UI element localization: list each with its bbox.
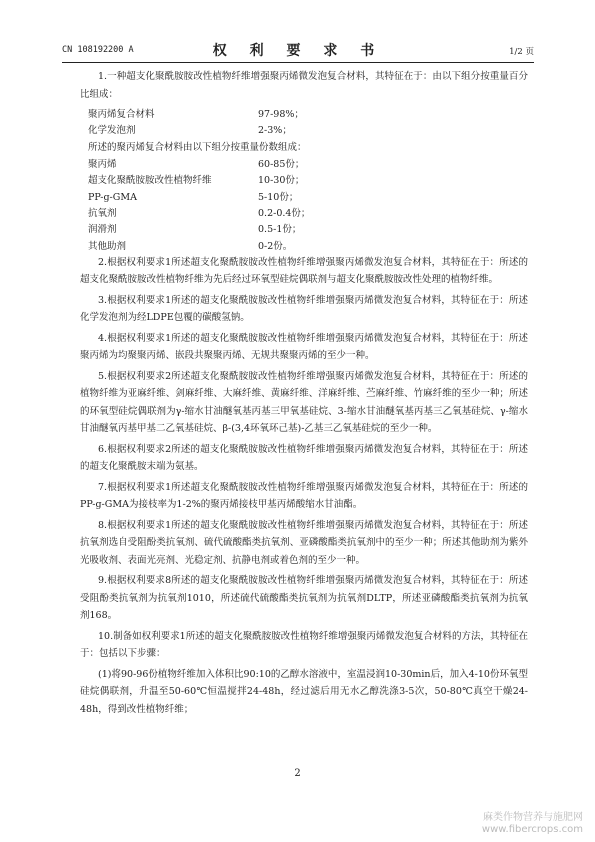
claim-1-mid: 所述的聚丙烯复合材料由以下组分按重量份数组成： <box>88 141 307 153</box>
table-row <box>88 205 528 221</box>
component-name: 润滑剂 <box>88 224 117 236</box>
component-name: 其他助剂 <box>88 240 127 252</box>
page-title: 权 利 要 求 书 <box>212 43 384 59</box>
watermark-line-1: 麻类作物营养与施肥网 <box>483 812 583 823</box>
header-divider <box>62 62 534 63</box>
component-amount: 0-2份。 <box>258 240 293 252</box>
component-amount: 0.5-1份； <box>258 224 302 236</box>
component-name: 聚丙烯 <box>88 159 117 171</box>
claim-1-intro: 1.一种超支化聚酰胺胺改性植物纤维增强聚丙烯微发泡复合材料，其特征在于：由以下组分按重量百分比组成： <box>80 71 528 100</box>
component-name: 聚丙烯复合材料 <box>88 109 155 120</box>
component-name: PP-g-GMA <box>88 191 137 203</box>
claim-6: 6.根据权利要求2所述的超支化聚酰胺胺改性植物纤维增强聚丙烯微发泡复合材料，其特征在于：所述的超支化聚酰胺末端为氨基。 <box>80 443 528 473</box>
component-name: 化学发泡剂 <box>88 125 136 137</box>
claim-5: 5.根据权利要求2所述超支化聚酰胺胺改性植物纤维增强聚丙烯微发泡复合材料，其特征在于：所述的植物纤维为亚麻纤维、剑麻纤维、大麻纤维、黄麻纤维、洋麻纤维、苎麻纤维、竹麻纤维的至少一种；所述的环氧型硅烷偶联剂为γ-缩水甘油醚氧基丙基三甲氧基硅烷、3-缩水甘油醚氧基丙基三乙氧基硅烷、γ-缩水甘油醚氧丙基甲基二乙氧基硅烷、β-(3,4环氧环己基)-乙基三乙氧基硅烷的至少一种。 <box>80 370 528 435</box>
claim-4: 4.根据权利要求1所述的超支化聚酰胺胺改性植物纤维增强聚丙烯微发泡复合材料，其特征在于：所述聚丙烯为均聚聚丙烯、嵌段共聚聚丙烯、无规共聚聚丙烯的至少一种。 <box>80 332 528 362</box>
table-row <box>88 106 528 122</box>
document-header <box>62 40 534 60</box>
component-name: 超支化聚酰胺胺改性植物纤维 <box>88 175 212 187</box>
component-amount: 60-85份； <box>258 159 305 171</box>
claim-3: 3.根据权利要求1所述的超支化聚酰胺胺改性植物纤维增强聚丙烯微发泡复合材料，其特征在于：所述化学发泡剂为经LDPE包覆的碳酸氢钠。 <box>80 294 528 324</box>
claim-7: 7.根据权利要求1所述超支化聚酰胺胺改性植物纤维增强聚丙烯微发泡复合材料，其特征在于：所述的PP-g-GMA为接枝率为1-2%的聚丙烯接枝甲基丙烯酸缩水甘油酯。 <box>80 481 528 511</box>
table-row <box>88 221 528 237</box>
page-info: 1/2 页 <box>509 47 534 57</box>
claims-body <box>80 68 528 721</box>
watermark <box>482 812 583 836</box>
claim-10-step-1: (1)将90-96份植物纤维加入体积比90:10的乙醇水溶液中，室温浸润10-30min后，加入4-10份环氧型硅烷偶联剂，升温至50-60℃恒温搅拌24-48h，经过滤后用无水乙醇洗涤3-5次，50-80℃真空干燥24-48h，得到改性植物纤维； <box>80 668 528 715</box>
composition-table-1 <box>80 106 528 139</box>
table-row <box>88 122 528 138</box>
claim-8: 8.根据权利要求1所述的超支化聚酰胺胺改性植物纤维增强聚丙烯微发泡复合材料，其特征在于：所述抗氧剂选自受阻酚类抗氧剂、硫代硫酸酯类抗氧剂、亚磷酸酯类抗氧剂中的至少一种；所述其他助剂为紫外光吸收剂、表面光亮剂、光稳定剂、抗静电剂或着色剂的至少一种。 <box>80 519 528 566</box>
page-number: 2 <box>294 768 301 779</box>
table-row <box>88 189 528 205</box>
table-row <box>88 172 528 188</box>
composition-table-2 <box>80 156 528 254</box>
component-amount: 2-3%； <box>258 125 292 137</box>
component-amount: 97-98%； <box>258 109 304 120</box>
doc-number: CN 108192200 A <box>62 45 134 55</box>
component-amount: 0.2-0.4份； <box>258 207 311 219</box>
component-name: 抗氧剂 <box>88 207 117 219</box>
claim-10: 10.制备如权利要求1所述的超支化聚酰胺胺改性植物纤维增强聚丙烯微发泡复合材料的方法，其特征在于：包括以下步骤： <box>80 630 528 660</box>
claim-2: 2.根据权利要求1所述超支化聚酰胺胺改性植物纤维增强聚丙烯微发泡复合材料，其特征在于：所述的超支化聚酰胺胺改性植物纤维为先后经过环氧型硅烷偶联剂与超支化聚酰胺胺改性处理的植物纤维。 <box>80 256 528 286</box>
component-amount: 5-10份； <box>258 191 299 203</box>
watermark-line-2: www.fibercrops.com <box>481 824 583 835</box>
table-row <box>88 238 528 254</box>
table-row <box>88 156 528 172</box>
claim-9: 9.根据权利要求8所述的超支化聚酰胺胺改性植物纤维增强聚丙烯微发泡复合材料，其特征在于：所述受阻酚类抗氧剂为抗氧剂1010，所述硫代硫酸酯类抗氧剂为抗氧剂DLTP，所述亚磷酸酯类抗氧剂为抗氧剂168。 <box>80 575 528 622</box>
component-amount: 10-30份； <box>258 175 305 187</box>
